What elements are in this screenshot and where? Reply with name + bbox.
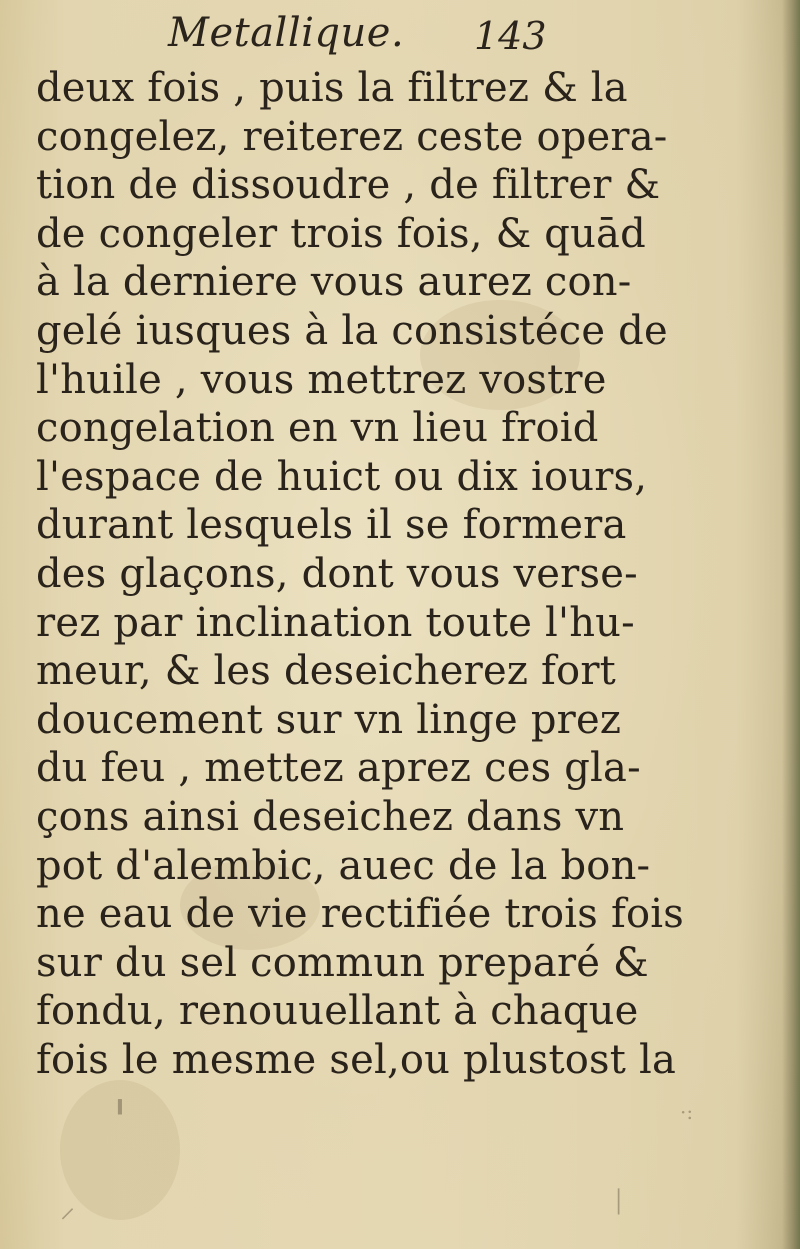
ink-speck: ⸝	[60, 1190, 75, 1225]
text-line: tion de dissoudre , de filtrer &	[36, 162, 661, 209]
ink-speck: ·:	[680, 1100, 694, 1124]
text-line: fondu, renouuellant à chaque	[36, 988, 639, 1035]
body-text	[36, 64, 684, 1084]
text-line: meur, & les deseicherez fort	[36, 648, 616, 695]
text-line: congelation en vn lieu froid	[36, 405, 599, 452]
text-line: pot d'alembic, auec de la bon-	[36, 842, 651, 889]
page-gutter-shadow	[782, 0, 800, 1249]
text-line: doucement sur vn linge prez	[36, 696, 622, 743]
text-line: à la derniere vous aurez con-	[36, 259, 632, 306]
text-line: l'espace de huict ou dix iours,	[36, 453, 648, 500]
text-line: congelez, reiterez ceste opera-	[36, 113, 668, 160]
ink-speck: │	[612, 1190, 626, 1215]
text-line: deux fois , puis la filtrez & la	[36, 65, 628, 111]
text-line: gelé iusques à la consistéce de	[36, 307, 668, 354]
text-line: durant lesquels il se formera	[36, 502, 627, 549]
page-header	[0, 8, 800, 64]
page-number: 143	[474, 14, 547, 58]
text-line: de congeler trois fois, & quād	[36, 210, 646, 257]
text-line: ne eau de vie rectifiée trois fois	[36, 891, 684, 938]
text-line: des glaçons, dont vous verse-	[36, 550, 638, 597]
running-title: Metallique.	[168, 10, 405, 56]
text-line: l'huile , vous mettrez vostre	[36, 356, 607, 403]
text-line: sur du sel commun preparé &	[36, 939, 649, 986]
text-line: fois le mesme sel,ou plustost la	[36, 1036, 677, 1083]
text-line: du feu , mettez aprez ces gla-	[36, 745, 641, 792]
text-line: rez par inclination toute l'hu-	[36, 599, 635, 646]
ink-speck: ╻	[112, 1085, 128, 1115]
text-line: çons ainsi deseichez dans vn	[36, 793, 625, 840]
